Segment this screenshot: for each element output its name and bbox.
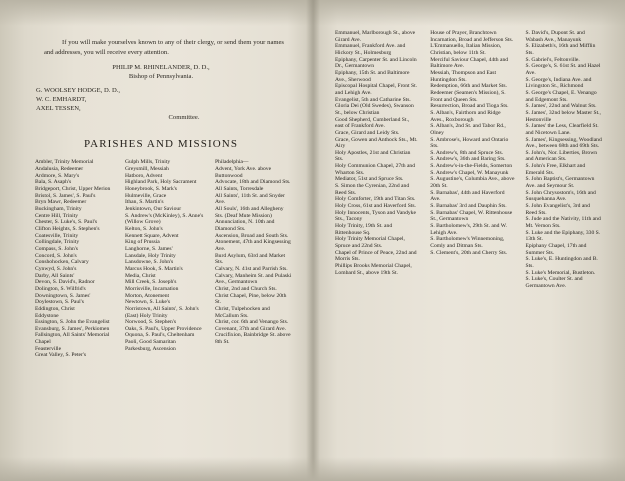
parish-entry-item: Holy Cross, 61st and Haverford Sts. bbox=[335, 203, 416, 210]
parish-entry-item: Holy Apostles, 21st and Christian Sts. bbox=[335, 149, 411, 163]
parish-entry-item: Oquona, S. Paul's, Cheltenham bbox=[124, 332, 195, 339]
parish-entry-item: S. Luke and the Epiphany, 330 S. 13th St. bbox=[525, 229, 601, 243]
parish-entry-item: Bala, S. Asaph's bbox=[35, 179, 72, 186]
parish-entry-item: S. Andrew's-in-the-Fields, Somerton bbox=[430, 163, 513, 170]
parish-entry-item: All Saints, Torresdale bbox=[214, 186, 264, 193]
parish-entry-item: S. John Baptist's, Germantown Ave. and Seymour St. bbox=[525, 176, 595, 190]
parish-entry-item: Bristol, S. James', S. Paul's bbox=[35, 192, 96, 199]
parish-entry-item: S. George's, Indiana Ave. and Livingston St., Richmond bbox=[525, 76, 592, 90]
parish-entry-item: S. Barnabas' Chapel, W. Rittenhouse St., Germantown bbox=[430, 209, 513, 223]
parish-entry-item: S. George's Chapel, E. Venango and Edgemont Sts. bbox=[525, 89, 597, 103]
parish-entry-item: Redemption, 66th and Market Sts. bbox=[430, 83, 508, 90]
parish-entry-item: Christ, 2nd and Church Sts. bbox=[214, 285, 277, 292]
parish-entry-item: S. Bartholomew's Winnemoning, Comly and Ditman Sts. bbox=[430, 236, 505, 249]
parish-entry-item: Concord, S. John's bbox=[35, 252, 77, 259]
parish-entry-item: Essington, S. John the Evangelist bbox=[35, 319, 110, 326]
parish-entry-item: Atonement, 47th and Kingsessing Ave. bbox=[214, 239, 291, 252]
parish-entry-item: Messiah, Thompson and East Huntingdon Sts. bbox=[430, 69, 497, 83]
parish-entry-item: Ambler, Trinity Memorial bbox=[35, 159, 94, 166]
parish-entry-item: Great Valley, S. Peter's bbox=[35, 352, 87, 359]
parish-entry-item: S. Bartholomew's, 29th St. and W. Lehigh Ave. bbox=[430, 223, 507, 236]
parish-entry-item: Merciful Saviour Chapel, 44th and Baltimore Ave. bbox=[430, 56, 509, 70]
parish-entry-item: S. James', 32nd below Master St., Hestonville bbox=[525, 109, 601, 123]
parish-entry-item: Emmanuel, Frankford Ave. and Hickory St., Holmesburg bbox=[335, 43, 406, 56]
parish-entry-item: Calvary, N. 41st and Parrish Sts. bbox=[214, 265, 288, 272]
parish-entry-item: Epiphany, 15th St. and Baltimore Ave., Sherwood bbox=[335, 69, 410, 83]
left-column-3 bbox=[210, 159, 292, 359]
parish-entry-item: Good Shepherd, Cumberland St., east of Frankford Ave. bbox=[335, 116, 410, 130]
parish-entry-item: Christ, cor. 6th and Venango Sts. bbox=[214, 319, 289, 326]
parish-entry-item: S. Luke's, Coulter St. and Germantown Ave. bbox=[525, 276, 583, 289]
parish-entry-item: Dolington, S. Wilfrid's bbox=[35, 285, 86, 292]
parish-entry-item: Eddystone bbox=[35, 312, 59, 319]
parish-entry-item: All Souls', 16th and Allegheny Sts. (Deaf Mute Mission) bbox=[214, 206, 284, 219]
parish-entry-item: S. Andrew's (McKinley), S. Anne's (Willow Grove) bbox=[124, 212, 204, 226]
parish-entry-item: Kelton, S. John's bbox=[124, 225, 163, 232]
parish-entry-item: Coatesville, Trinity bbox=[35, 232, 79, 239]
bishop-title: Bishop of Pennsylvania. bbox=[128, 73, 194, 81]
parish-entry-item: Holy Trinity, 19th St. and Rittenhouse Sq. bbox=[335, 223, 393, 236]
parish-entry-item: S. Luke's, E. Huntingdon and B. Sts. bbox=[525, 256, 598, 269]
parish-entry-item: S. Andrew's Chapel, W. Manayunk bbox=[430, 169, 509, 176]
parish-entry-item: Chester, S. Luke's, S. Paul's bbox=[35, 219, 98, 226]
left-column-group bbox=[30, 159, 292, 359]
left-column-2 bbox=[120, 159, 210, 359]
parish-entry-item: Jenkintown, Our Saviour bbox=[124, 206, 182, 212]
parish-entry-item: Norristown, All Saints', S. John's (East) Holy Trinity bbox=[124, 305, 199, 319]
committee-member-2: AXEL TESSEN, bbox=[36, 105, 81, 112]
parish-entry-item: Mediator, 51st and Spruce Sts. bbox=[335, 176, 404, 183]
page-title: PARISHES AND MISSIONS bbox=[83, 138, 239, 151]
parish-entry-item: S. Clement's, 20th and Cherry Sts. bbox=[430, 249, 508, 256]
parish-entry-item: S. James', Kingsessing, Woodland Ave., between 68th and 69th Sts. bbox=[525, 136, 602, 150]
parish-entry-item: Epiphany Chapel, 17th and Summer Sts. bbox=[525, 243, 587, 256]
parish-entry-item: Grace, Girard and Leidy Sts. bbox=[335, 129, 400, 136]
parish-entry-item: S. Barnabas', 44th and Haverford Ave. bbox=[430, 189, 505, 203]
parish-entry-item: Parkesburg, Ascension bbox=[124, 345, 176, 352]
parish-entry-item: Andalusia, Redeemer bbox=[35, 166, 84, 173]
parish-entry-item: Gulph Mills, Trinity bbox=[124, 159, 171, 166]
parish-entry-item: Holy Communion Chapel, 27th and Wharton Sts. bbox=[335, 163, 416, 176]
right-column-group bbox=[330, 30, 602, 290]
parish-entry-item: S. David's, Dupont St. and Wabash Ave., Manayunk bbox=[525, 30, 585, 43]
intro-paragraph bbox=[44, 38, 284, 57]
parish-entry-item: S. Alban's, Fairthorn and Ridge Aves., Roxborough bbox=[430, 109, 501, 123]
parish-entry-item: Grace, Gowen and Anthock Sts., Mt. Airy bbox=[335, 136, 418, 150]
parish-entry-item: S. James' the Less, Clearfield St. and Nicetown Lane. bbox=[525, 123, 599, 136]
parish-entry-item: S. James', 22nd and Walnut Sts. bbox=[525, 103, 597, 110]
parish-entry-item: Fallsington, All Saints' Memorial Chapel bbox=[35, 332, 110, 346]
right-column-3 bbox=[521, 30, 603, 290]
committee-label: Committee. bbox=[168, 114, 200, 122]
parish-entry-item: King of Prussia bbox=[124, 239, 160, 246]
parish-entry-item: Lansdowne, S. John's bbox=[124, 259, 174, 266]
parish-entry-item: Advocate, 18th and Diamond Sts. bbox=[214, 179, 291, 186]
parish-entry-item: S. Ambrose's, Howard and Ontario Sts. bbox=[430, 136, 509, 150]
parish-entry-item: Bridgeport, Christ, Upper Merion bbox=[35, 186, 111, 193]
parish-entry-item: Doylestown, S. Paul's bbox=[35, 299, 84, 306]
parish-entry-item: S. George's, S. 61st St. and Hazel Ave. bbox=[525, 63, 601, 76]
parish-entry-item: S. Gabriel's, Feltonville. bbox=[525, 56, 580, 63]
left-column-1 bbox=[30, 159, 120, 359]
parish-entry-item: Hulmeville, Grace bbox=[124, 192, 167, 199]
parish-entry-item: Paoli, Good Samaritan bbox=[124, 339, 176, 346]
parish-entry-item: Ardmore, S. Mary's bbox=[35, 172, 80, 179]
parish-entry-item: S. Barnabas' 3rd and Dauphin Sts. bbox=[430, 203, 507, 210]
parish-entry-item: Devon, S. David's, Radnor bbox=[35, 279, 95, 286]
parish-entry-item: Resurrection, Broad and Tioga Sts. bbox=[430, 103, 509, 110]
left-page bbox=[30, 38, 292, 359]
parish-entry-item: S. Elizabeth's, 16th and Mifflin Sts. bbox=[525, 43, 596, 56]
parish-entry-item: Oaks, S. Paul's, Upper Providence bbox=[124, 325, 202, 332]
parish-entry-item: Holy Innocents, Tyson and Vandyke Sts., Tacony bbox=[335, 209, 416, 223]
parish-entry-item: S. Alban's, 2nd St. and Tabor Rd., Olney bbox=[430, 123, 506, 136]
parish-entry-item: Honeybrook, S. Mark's bbox=[124, 186, 177, 193]
parish-entry-item: Episcopal Hospital Chapel, Front St. and Lehigh Ave. bbox=[335, 83, 418, 96]
parish-entry-item: Centre Hill, Trinity bbox=[35, 212, 79, 219]
parish-entry-item: Evangelist, 5th and Catharine Sts. bbox=[335, 96, 411, 103]
parish-entry-item: S. John's Free, Elkhart and Emerald Sts. bbox=[525, 163, 586, 176]
parish-entry-item: Ithan, S. Martin's bbox=[124, 199, 164, 206]
parish-entry-item: Epiphany, Carpenter St. and Lincoln Dr., Germantown bbox=[335, 56, 417, 70]
parish-entry-item: Holy Trinity Memorial Chapel, Spruce and 22nd Sts. bbox=[335, 236, 405, 249]
parish-entry-item: Downingtown, S. James' bbox=[35, 292, 91, 299]
parish-entry-item: Lansdale, Holy Trinity bbox=[124, 252, 176, 259]
right-column-1 bbox=[330, 30, 425, 290]
parish-entry-item: Norwood, S. Stephen's bbox=[124, 319, 177, 326]
committee-member-0: G. WOOLSEY HODGE, D. D., bbox=[36, 86, 121, 94]
parish-entry-item: Buckingham, Trinity bbox=[35, 206, 82, 212]
parish-entry-item: S. Andrew's, 36th and Baring Sts. bbox=[430, 156, 506, 163]
parish-entry-item: Collingdale, Trinity bbox=[35, 239, 80, 246]
parish-entry-item: Newtown, S. Luke's bbox=[124, 299, 171, 306]
parish-entry-item: Christ Chapel, Pine, below 20th St. bbox=[214, 292, 287, 306]
parish-entry-item: Holy Comforter, 19th and Titan Sts. bbox=[335, 196, 416, 203]
parish-entry-item: Mill Creek, S. Joseph's bbox=[124, 279, 177, 286]
parish-entry-item: Covenant, 37th and Girard Ave. bbox=[214, 325, 286, 332]
committee-member-1: W. C. EMHARDT, bbox=[36, 95, 87, 103]
parish-entry-item: Calvary, Manheim St. and Pulaski Ave., Germantown bbox=[214, 272, 292, 286]
parish-entry-item: Compass, S. John's bbox=[35, 245, 78, 252]
parish-entry-item: Christ, Tulpehocken and McCallum Sts. bbox=[214, 305, 270, 319]
parish-entry-item: S. Augustine's, Columbia Ave., above 20th St. bbox=[430, 176, 515, 190]
signature-block bbox=[30, 63, 292, 81]
parish-entry-item: S. Luke's Memorial, Bustleton. bbox=[525, 269, 596, 276]
parish-entry-item: Eddington, Christ bbox=[35, 305, 75, 312]
parish-entry-item: Morrisville, Incarnation bbox=[124, 285, 179, 292]
parish-entry-item: Morton, Atonement bbox=[124, 292, 170, 299]
parish-entry-item: Clifton Heights, S. Stephen's bbox=[35, 225, 100, 232]
parish-entry-item: Conshohocken, Calvary bbox=[35, 259, 89, 266]
parish-entry-item: Darby, All Saints' bbox=[35, 272, 75, 279]
parish-entry-item: Philadelphia— bbox=[214, 159, 249, 166]
parish-entry-item: Emmanuel, Marlborough St., above Girard Ave. bbox=[335, 30, 416, 43]
parish-entry-item: S. John Evangelist's, 3rd and Reed Sts. bbox=[525, 203, 590, 216]
parish-entry-item: Bryn Mawr, Redeemer bbox=[35, 199, 87, 206]
parish-entry-item: Highland Park, Holy Sacrament bbox=[124, 179, 197, 186]
parish-entry-item: Incarnation, Broad and Jefferson Sts. bbox=[430, 36, 514, 43]
parish-entry-item: Cynwyd, S. John's bbox=[35, 265, 77, 272]
parish-entry-item: Chapel of Prince of Peace, 22nd and Morris Sts. bbox=[335, 249, 417, 263]
parish-entry-item: Ascension, Broad and South Sts. bbox=[214, 232, 289, 239]
parish-entry-item: S. John Chrysostom's, 16th and Susquehanna Ave. bbox=[525, 189, 596, 203]
parish-entry-item: Marcus Hook, S. Martin's bbox=[124, 265, 183, 272]
parish-entry-item: Gloria Dei (Old Swedes), Swanson St., below Christian bbox=[335, 103, 414, 116]
parish-entry-item: Media, Christ bbox=[124, 272, 156, 279]
parish-entry-item: Burd Asylum, 63rd and Market Sts. bbox=[214, 252, 286, 266]
parish-entry-item: Advent, York Ave. above Buttonwood bbox=[214, 166, 272, 179]
parish-entry-item: Feasterville bbox=[35, 345, 62, 352]
parish-entry-item: Phillips Brooks Memorial Chapel, Lombard St., above 19th St. bbox=[335, 262, 412, 276]
parish-entry-item: S. John's, Nor. Liberties, Brown and American Sts. bbox=[525, 149, 598, 163]
parish-entry-item: Redeemer (Seamen's Mission), S. Front and Queen Sts. bbox=[430, 89, 506, 103]
bishop-name: PHILIP M. RHINELANDER, D. D., bbox=[112, 64, 210, 72]
parish-entry-item: Crucifixion, Bainbridge St. above 8th St. bbox=[214, 332, 291, 346]
parish-entry-item: S. Jude and the Nativity, 11th and Mt. Vernon Sts. bbox=[525, 216, 601, 230]
committee-block bbox=[30, 86, 292, 123]
parish-entry-item: S. Andrew's, 8th and Spruce Sts. bbox=[430, 149, 504, 156]
parish-entry-item: L'Emmanuello, Italian Mission, Christian, below 11th St. bbox=[430, 43, 502, 56]
parish-entry-item: S. Simon the Cyrenian, 22nd and Reed Sts. bbox=[335, 183, 410, 196]
parish-entry-item: All Saints', 11th St. and Snyder Ave. bbox=[214, 192, 285, 206]
parish-entry-item: Annunciation, N. 10th and Diamond Sts. bbox=[214, 219, 275, 232]
right-column-2 bbox=[425, 30, 520, 290]
right-page bbox=[330, 30, 602, 290]
parish-entry-item: House of Prayer, Branchtown bbox=[430, 30, 497, 36]
parish-entry-item: Greysmill, Messiah bbox=[124, 166, 169, 173]
parish-entry-item: Evansburg, S. James', Perkiomen bbox=[35, 325, 110, 332]
parish-entry-item: Langhorne, S. James' bbox=[124, 245, 173, 252]
parish-entry-item: Kennett Square, Advent bbox=[124, 232, 179, 239]
intro-text: If you will make yourselves known to any of their clergy, or send them your names and addresses, you will receive every attention. bbox=[44, 39, 284, 56]
parish-entry-item: Hatboro, Advent bbox=[124, 172, 163, 179]
